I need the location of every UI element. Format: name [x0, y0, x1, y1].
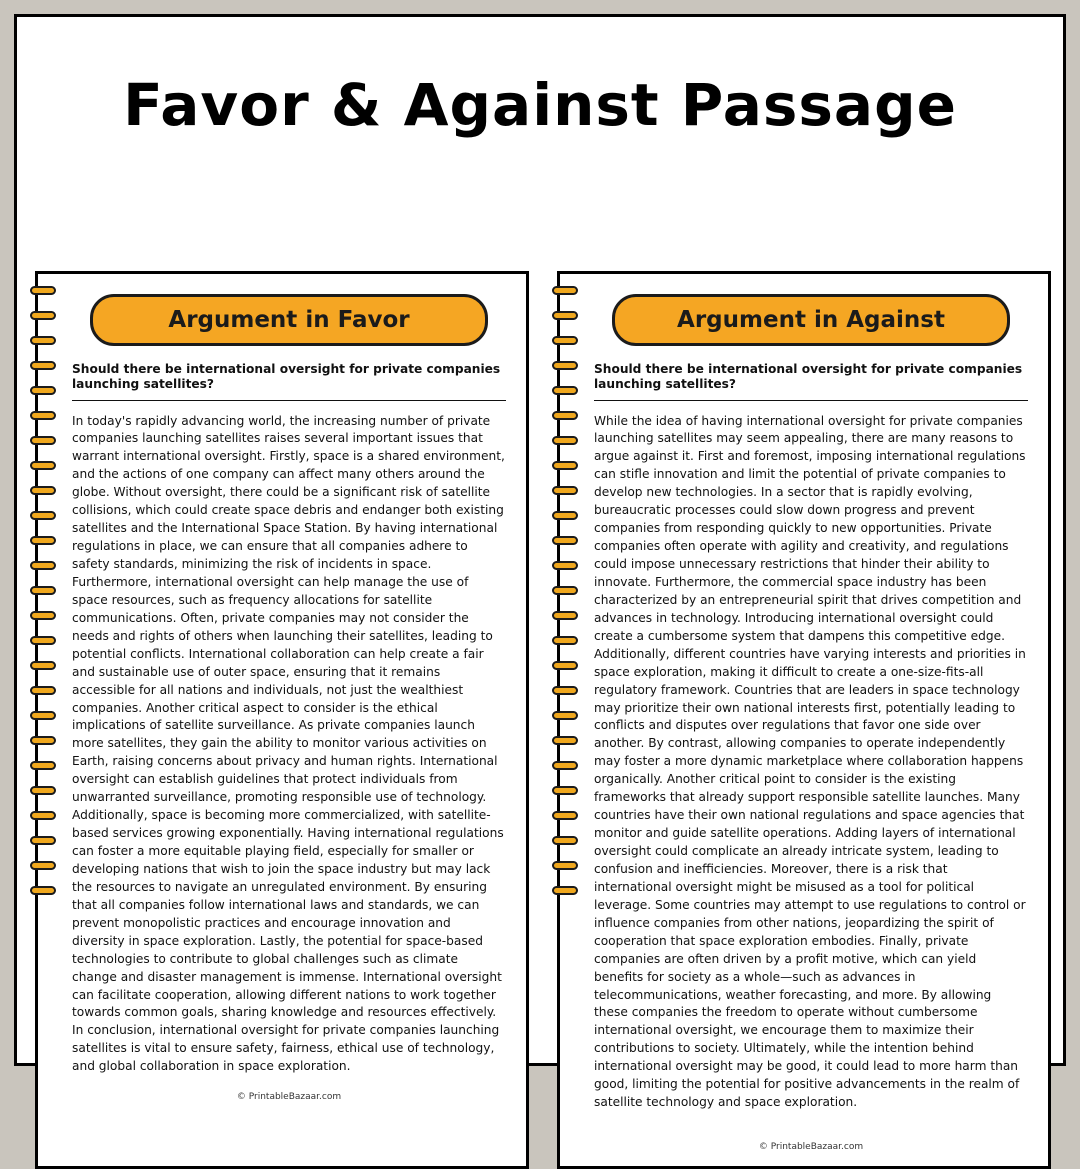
- page-title: Favor & Against Passage: [123, 71, 957, 139]
- against-card: [557, 271, 1051, 1169]
- against-question: Should there be international oversight for private companies launching satellites?: [594, 362, 1028, 401]
- favor-passage-text: In today's rapidly advancing world, the increasing number of private companies launching satellites raises several important issues that warrant international oversight. Firstly, space is a shared environment, and the actions of one company can affect many others around the globe. Without oversight, there could be a significant risk of satellite collisions, which could create space debris and endanger both existing satellites and the International Space Station. By having international regulations in place, we can ensure that all companies adhere to safety standards, minimizing the risk of incidents in space. Furthermore, international oversight can help manage the use of space resources, such as frequency allocations for satellite communications. Often, private companies may not consider the needs and rights of others when launching their satellites, leading to potential conflicts. International collaboration can help create a fair and sustainable use of outer space, ensuring that it remains accessible for all nations and individuals, not just the wealthiest companies. Another critical aspect to consider is the ethical implications of satellite surveillance. As private companies launch more satellites, they gain the ability to monitor various activities on Earth, raising concerns about privacy and human rights. International oversight can establish guidelines that protect individuals from unwarranted surveillance, promoting responsible use of technology. Additionally, space is becoming more commercialized, with satellite-based services growing exponentially. Having international regulations can foster a more equitable playing field, especially for smaller or developing nations that wish to join the space industry but may lack the resources to navigate an unregulated environment. By ensuring that all companies follow international laws and standards, we can prevent monopolistic practices and encourage innovation and diversity in space exploration. Lastly, the potential for space-based technologies to contribute to global challenges such as climate change and disaster management is immense. International oversight can facilitate cooperation, allowing different nations to work together towards common goals, sharing knowledge and resources effectively. In conclusion, international oversight for private companies launching satellites is vital to ensure safety, fairness, ethical use of technology, and global collaboration in space exploration.: [72, 413, 509, 1074]
- favor-badge: Argument in Favor: [90, 294, 488, 346]
- passage-columns: [35, 271, 1051, 1169]
- spiral-binding-right: [552, 286, 578, 1154]
- favor-credit: © PrintableBazaar.com: [236, 1092, 342, 1103]
- worksheet-page: [14, 14, 1066, 1153]
- spiral-binding-left: [30, 286, 56, 1154]
- against-badge: Argument in Against: [612, 294, 1010, 346]
- against-passage-text: While the idea of having international oversight for private companies launching satellites may seem appealing, there are many reasons to argue against it. First and foremost, imposing international regulations can stifle innovation and limit the potential of private companies to develop new technologies. In a sector that is rapidly evolving, bureaucratic processes could slow down progress and prevent companies from responding quickly to new opportunities. Private companies often operate with agility and creativity, and regulations could impose unnecessary restrictions that hinder their ability to innovate. Furthermore, the commercial space industry has been characterized by an entrepreneurial spirit that drives competition and advances in technology. Introducing international oversight could create a cumbersome system that dampens this competitive edge. Additionally, different countries have varying interests and priorities in space exploration, making it difficult to create a one-size-fits-all regulatory framework. Countries that are leaders in space technology may prioritize their own national interests first, potentially leading to conflicts and disputes over regulations that favor one side over another. By contrast, allowing companies to operate independently may foster a more dynamic marketplace where collaboration happens organically. Another critical point to consider is the existing frameworks that already support responsible satellite launches. Many countries have their own national regulations and space agencies that monitor and guide satellite operations. Adding layers of international oversight could complicate an already intricate system, leading to confusion and inefficiencies. Moreover, there is a risk that international oversight might be misused as a tool for political leverage. Some countries may attempt to use regulations to control or influence companies from other nations, jeopardizing the spirit of cooperation that space exploration embodies. Finally, private companies are often driven by a profit motive, which can yield benefits for society as a whole—such as advances in telecommunications, weather forecasting, and more. By allowing these companies the freedom to operate without cumbersome international oversight, we encourage them to maximize their contributions to society. Ultimately, while the intention behind international oversight may be good, it could lead to more harm than good, limiting the potential for positive advancements in the realm of satellite technology and space exploration.: [594, 413, 1030, 1110]
- against-credit: © PrintableBazaar.com: [758, 1142, 864, 1153]
- favor-question: Should there be international oversight for private companies launching satellites?: [72, 362, 506, 401]
- favor-card: [35, 271, 529, 1169]
